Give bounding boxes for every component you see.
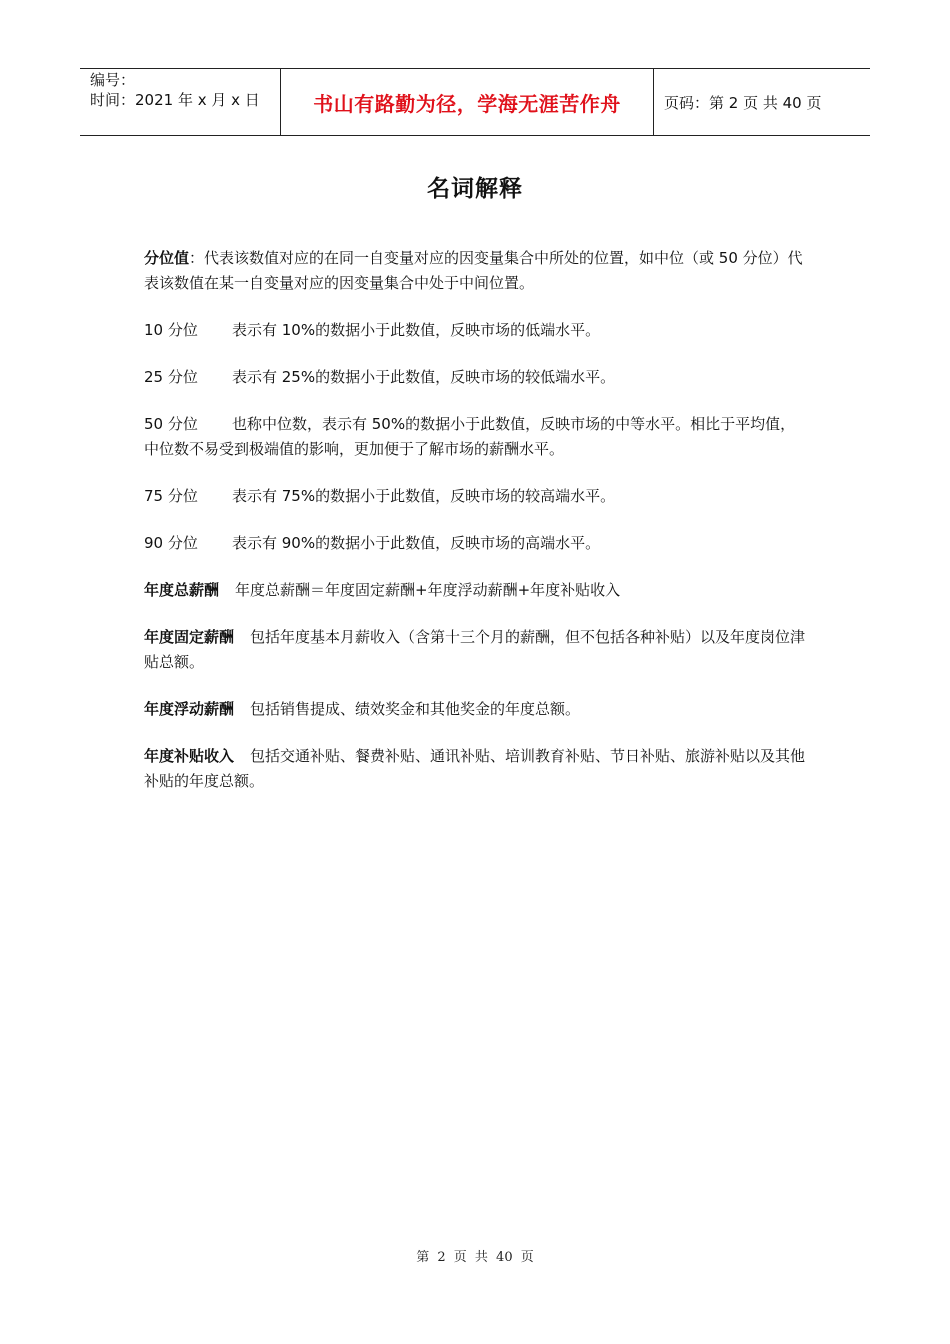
definition-term: 25 分位: [144, 368, 198, 386]
definition-p75: [144, 484, 808, 509]
definition-text: 表示有 90%的数据小于此数值，反映市场的高端水平。: [232, 534, 601, 552]
definition-text: 表示有 25%的数据小于此数值，反映市场的较低端水平。: [232, 368, 616, 386]
definition-term: 50 分位: [144, 415, 198, 433]
definition-quantile: [144, 246, 808, 296]
definition-text: 也称中位数，表示有 50%的数据小于此数值，反映市场的中等水平。相比于平均值，中位数不易受到极端值的影响，更加便于了解市场的薪酬水平。: [144, 415, 796, 458]
definition-term: 年度浮动薪酬: [144, 700, 235, 718]
definition-term: 年度固定薪酬: [144, 628, 235, 646]
definition-text: 包括销售提成、绩效奖金和其他奖金的年度总额。: [250, 700, 581, 718]
definition-text: 表示有 75%的数据小于此数值，反映市场的较高端水平。: [232, 487, 616, 505]
header-table: [80, 68, 870, 136]
definition-text: 包括年度基本月薪收入（含第十三个月的薪酬，但不包括各种补贴）以及年度岗位津贴总额。: [144, 628, 806, 671]
definition-text: 包括交通补贴、餐费补贴、通讯补贴、培训教育补贴、节日补贴、旅游补贴以及其他补贴的年度总额。: [144, 747, 806, 790]
page-footer: 第 2 页 共 40 页: [416, 1250, 534, 1265]
definition-term: 10 分位: [144, 321, 198, 339]
definition-p25: [144, 365, 808, 390]
definitions-list: [144, 246, 808, 816]
definition-fixed-comp: [144, 625, 808, 675]
header-motto: 书山有路勤为径，学海无涯苦作舟: [313, 91, 621, 116]
header-motto-cell: [281, 69, 654, 135]
definition-p50: [144, 412, 808, 462]
document-date-label: 时间：2021 年 x 月 x 日: [90, 91, 260, 109]
definition-text: ：代表该数值对应的在同一自变量对应的因变量集合中所处的位置，如中位（或 50 分位）代表该数值在某一自变量对应的因变量集合中处于中间位置。: [144, 249, 803, 292]
definition-total-comp: [144, 578, 808, 603]
page-title: 名词解释: [427, 176, 523, 202]
definition-text: 表示有 10%的数据小于此数值，反映市场的低端水平。: [232, 321, 601, 339]
definition-term: 75 分位: [144, 487, 198, 505]
definition-term: 分位值: [144, 249, 190, 267]
definition-variable-comp: [144, 697, 808, 722]
header-page-cell: [654, 69, 870, 135]
definition-term: 90 分位: [144, 534, 198, 552]
definition-term: 年度补贴收入: [144, 747, 235, 765]
header-page-code: 页码：第 2 页 共 40 页: [664, 93, 822, 112]
definition-p90: [144, 531, 808, 556]
definition-term: 年度总薪酬: [144, 581, 220, 599]
document-number-label: 编号：: [90, 71, 136, 89]
header-meta-cell: [80, 69, 281, 135]
definition-allowance: [144, 744, 808, 794]
definition-p10: [144, 318, 808, 343]
definition-text: 年度总薪酬＝年度固定薪酬+年度浮动薪酬+年度补贴收入: [235, 581, 621, 599]
